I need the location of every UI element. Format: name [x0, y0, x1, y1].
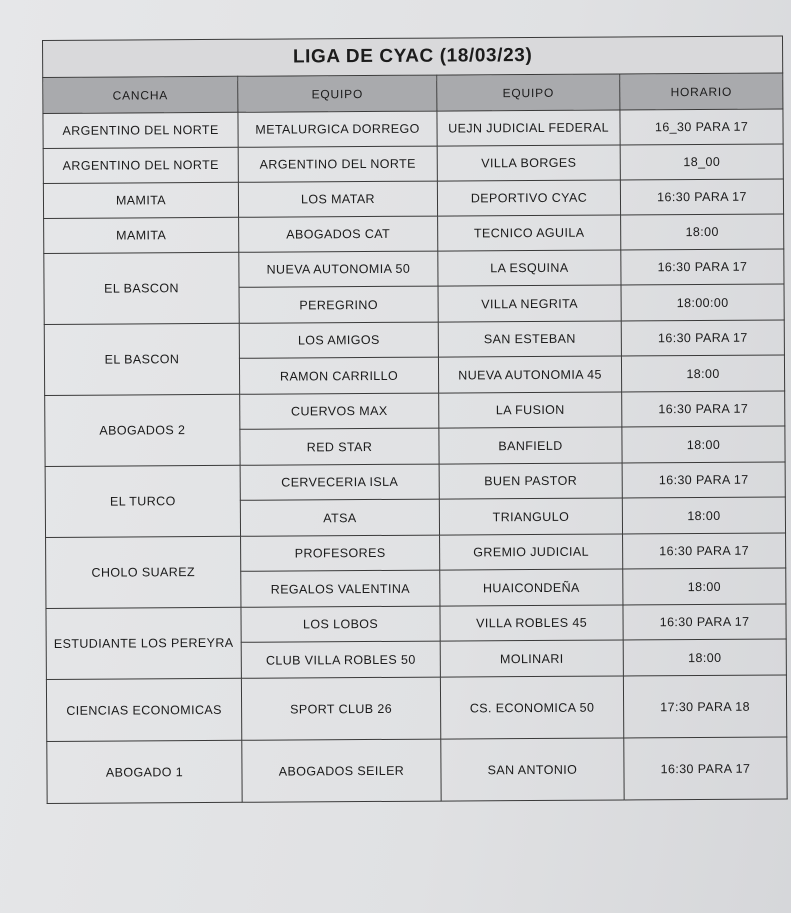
equipo-home-cell: SPORT CLUB 26 — [241, 677, 440, 740]
equipo-home-cell: ATSA — [240, 499, 439, 536]
cancha-cell: CHOLO SUAREZ — [46, 536, 241, 608]
horario-cell: 18_00 — [620, 144, 783, 180]
equipo-away-cell: SAN ANTONIO — [441, 738, 624, 801]
equipo-home-cell: ABOGADOS SEILER — [242, 739, 441, 802]
header-equipo-1: EQUIPO — [238, 75, 437, 112]
schedule-table-wrapper — [42, 35, 787, 804]
table-row — [46, 604, 786, 644]
equipo-away-cell: MOLINARI — [440, 640, 623, 677]
equipo-away-cell: DEPORTIVO CYAC — [437, 180, 620, 216]
horario-cell: 17:30 PARA 18 — [623, 675, 786, 738]
equipo-away-cell: BUEN PASTOR — [439, 463, 622, 499]
horario-cell: 18:00 — [621, 214, 784, 250]
equipo-away-cell: UEJN JUDICIAL FEDERAL — [437, 110, 620, 146]
cancha-cell: MAMITA — [44, 217, 239, 253]
cancha-cell: ARGENTINO DEL NORTE — [43, 147, 238, 183]
table-row — [47, 737, 787, 804]
equipo-home-cell: RAMON CARRILLO — [239, 357, 438, 394]
equipo-home-cell: ABOGADOS CAT — [239, 216, 438, 252]
equipo-away-cell: CS. ECONOMICA 50 — [440, 676, 623, 739]
horario-cell: 18:00 — [622, 497, 785, 534]
cancha-cell: ABOGADOS 2 — [45, 394, 240, 466]
equipo-home-cell: NUEVA AUTONOMIA 50 — [239, 251, 438, 287]
equipo-away-cell: TRIANGULO — [439, 498, 622, 535]
table-row — [46, 533, 786, 573]
equipo-home-cell: REGALOS VALENTINA — [241, 570, 440, 607]
cancha-cell: EL TURCO — [45, 465, 240, 537]
schedule-table — [42, 35, 788, 804]
cancha-cell: ESTUDIANTE LOS PEREYRA — [46, 607, 241, 679]
horario-cell: 16:30 PARA 17 — [623, 533, 786, 569]
equipo-home-cell: LOS MATAR — [238, 181, 437, 217]
header-cancha: CANCHA — [43, 76, 238, 113]
table-row — [44, 320, 784, 360]
equipo-away-cell: BANFIELD — [439, 427, 622, 464]
equipo-home-cell: PEREGRINO — [239, 286, 438, 323]
equipo-home-cell: CERVECERIA ISLA — [240, 464, 439, 500]
schedule-body — [43, 109, 787, 804]
equipo-away-cell: VILLA NEGRITA — [438, 285, 621, 322]
equipo-away-cell: LA ESQUINA — [438, 250, 621, 286]
table-row — [43, 144, 783, 184]
equipo-away-cell: TECNICO AGUILA — [438, 215, 621, 251]
equipo-home-cell: LOS LOBOS — [241, 606, 440, 642]
equipo-home-cell: RED STAR — [240, 428, 439, 465]
horario-cell: 16:30 PARA 17 — [621, 249, 784, 285]
table-row — [44, 249, 784, 289]
equipo-away-cell: VILLA BORGES — [437, 145, 620, 181]
equipo-home-cell: LOS AMIGOS — [239, 322, 438, 358]
cancha-cell: MAMITA — [43, 182, 238, 218]
equipo-away-cell: LA FUSION — [439, 392, 622, 428]
horario-cell: 16:30 PARA 17 — [624, 737, 787, 800]
equipo-away-cell: SAN ESTEBAN — [438, 321, 621, 357]
equipo-home-cell: CUERVOS MAX — [240, 393, 439, 429]
cancha-cell: CIENCIAS ECONOMICAS — [46, 678, 241, 741]
table-title: LIGA DE CYAC (18/03/23) — [43, 36, 783, 78]
horario-cell: 18:00 — [622, 426, 785, 463]
header-equipo-2: EQUIPO — [437, 74, 620, 111]
equipo-home-cell: CLUB VILLA ROBLES 50 — [241, 641, 440, 678]
header-horario: HORARIO — [620, 73, 783, 110]
table-row — [43, 179, 783, 219]
table-row — [45, 462, 785, 502]
cancha-cell: EL BASCON — [44, 323, 239, 395]
horario-cell: 16:30 PARA 17 — [622, 391, 785, 427]
horario-cell: 16_30 PARA 17 — [620, 109, 783, 145]
equipo-away-cell: NUEVA AUTONOMIA 45 — [438, 356, 621, 393]
horario-cell: 18:00 — [623, 639, 786, 676]
equipo-away-cell: GREMIO JUDICIAL — [440, 534, 623, 570]
horario-cell: 16:30 PARA 17 — [622, 462, 785, 498]
horario-cell: 18:00:00 — [621, 284, 784, 321]
table-row — [44, 214, 784, 254]
horario-cell: 18:00 — [623, 568, 786, 605]
table-row — [43, 109, 783, 149]
table-row — [46, 675, 786, 742]
horario-cell: 18:00 — [621, 355, 784, 392]
table-row — [45, 391, 785, 431]
equipo-home-cell: PROFESORES — [241, 535, 440, 571]
cancha-cell: ABOGADO 1 — [47, 740, 242, 803]
horario-cell: 16:30 PARA 17 — [620, 179, 783, 215]
cancha-cell: ARGENTINO DEL NORTE — [43, 112, 238, 148]
horario-cell: 16:30 PARA 17 — [621, 320, 784, 356]
equipo-away-cell: VILLA ROBLES 45 — [440, 605, 623, 641]
equipo-away-cell: HUAICONDEÑA — [440, 569, 623, 606]
horario-cell: 16:30 PARA 17 — [623, 604, 786, 640]
cancha-cell: EL BASCON — [44, 252, 239, 324]
equipo-home-cell: METALURGICA DORREGO — [238, 111, 437, 147]
equipo-home-cell: ARGENTINO DEL NORTE — [238, 146, 437, 182]
